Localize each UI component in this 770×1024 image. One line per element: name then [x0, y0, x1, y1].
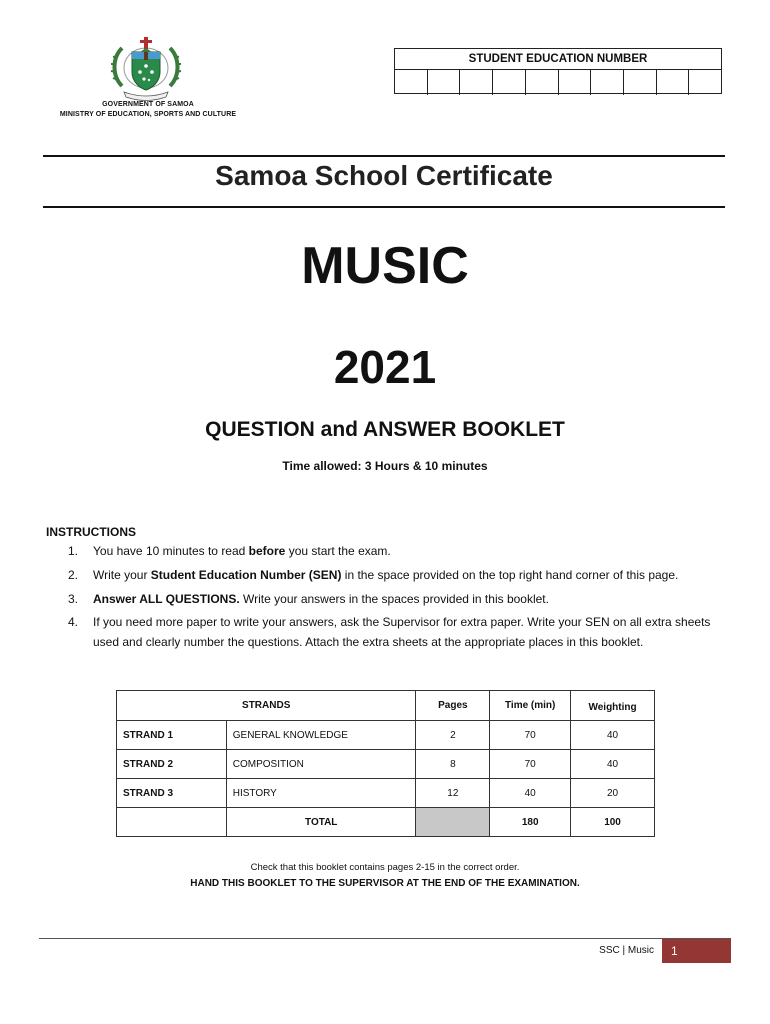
page-check-note: Check that this booklet contains pages 2-15 in the correct order.	[250, 862, 520, 873]
instructions-heading: INSTRUCTIONS	[46, 525, 136, 539]
header-weighting: Weighting	[571, 691, 655, 721]
total-label: TOTAL	[226, 808, 416, 837]
strand-weighting: 20	[571, 779, 655, 808]
instruction-text-segment: If you need more paper to write your answers, ask the Supervisor for extra paper. Write your SEN on all extra sheets used and clearly number the questions. Attach the extra sheets at the appropriate places in this booklet.	[93, 615, 711, 649]
page-number-badge: 1	[662, 939, 731, 963]
total-pages-shaded	[416, 808, 490, 837]
strand-weighting: 40	[571, 721, 655, 750]
booklet-title: QUESTION and ANSWER BOOKLET	[205, 418, 565, 441]
sen-digit-cell[interactable]	[493, 70, 526, 95]
instruction-text	[93, 565, 728, 585]
instruction-number: 3.	[68, 592, 79, 606]
header-pages: Pages	[416, 691, 490, 721]
time-allowed: Time allowed: 3 Hours & 10 minutes	[282, 459, 488, 473]
footer-rule	[39, 938, 731, 939]
footer-label: SSC | Music	[599, 945, 654, 956]
instruction-bold-text: Answer ALL QUESTIONS.	[93, 592, 240, 606]
sen-digit-cell[interactable]	[428, 70, 461, 95]
ministry-label: MINISTRY OF EDUCATION, SPORTS AND CULTURE	[59, 111, 237, 118]
government-label: GOVERNMENT OF SAMOA	[102, 101, 194, 108]
table-header-row	[117, 691, 655, 721]
instruction-text-segment: Write your answers in the spaces provided in this booklet.	[239, 592, 549, 606]
strand-weighting: 40	[571, 750, 655, 779]
instruction-text-segment: you start the exam.	[285, 544, 391, 558]
sen-digit-cell[interactable]	[460, 70, 493, 95]
title-rule-bottom	[43, 206, 725, 208]
instruction-text-segment: in the space provided on the top right hand corner of this page.	[341, 568, 679, 582]
strand-label: STRAND 2	[117, 750, 227, 779]
instruction-text	[93, 541, 728, 561]
header-time: Time (min)	[490, 691, 571, 721]
instruction-text-segment: You have 10 minutes to read	[93, 544, 249, 558]
strand-time: 70	[490, 721, 571, 750]
title-rule-top	[43, 155, 725, 157]
hand-in-note: HAND THIS BOOKLET TO THE SUPERVISOR AT THE END OF THE EXAMINATION.	[190, 878, 580, 889]
strand-name: COMPOSITION	[226, 750, 416, 779]
sen-digit-cell[interactable]	[689, 70, 721, 95]
sen-digit-cell[interactable]	[395, 70, 428, 95]
instruction-bold-text: Student Education Number (SEN)	[150, 568, 342, 582]
instruction-text	[93, 612, 728, 652]
strand-pages: 12	[416, 779, 490, 808]
instruction-item	[68, 565, 728, 585]
strand-label: STRAND 1	[117, 721, 227, 750]
sen-digit-cell[interactable]	[526, 70, 559, 95]
sen-digit-cell[interactable]	[591, 70, 624, 95]
strand-time: 70	[490, 750, 571, 779]
sen-box	[394, 48, 722, 94]
sen-title: STUDENT EDUCATION NUMBER	[395, 49, 721, 70]
strand-pages: 8	[416, 750, 490, 779]
certificate-title: Samoa School Certificate	[215, 160, 553, 191]
strand-name: GENERAL KNOWLEDGE	[226, 721, 416, 750]
table-total-row	[117, 808, 655, 837]
strand-time: 40	[490, 779, 571, 808]
instruction-text	[93, 589, 728, 609]
instruction-text-segment: Write your	[93, 568, 151, 582]
instruction-bold-text: before	[248, 544, 286, 558]
instruction-item	[68, 612, 728, 652]
table-row	[117, 779, 655, 808]
sen-digit-cell[interactable]	[657, 70, 690, 95]
sen-digit-cell[interactable]	[624, 70, 657, 95]
strand-pages: 2	[416, 721, 490, 750]
sen-cells	[395, 70, 721, 95]
strand-name: HISTORY	[226, 779, 416, 808]
strands-table	[116, 690, 655, 837]
sen-digit-cell[interactable]	[559, 70, 592, 95]
subject-title: MUSIC	[301, 237, 469, 295]
strand-label: STRAND 3	[117, 779, 227, 808]
instruction-item	[68, 589, 728, 609]
instruction-number: 1.	[68, 544, 79, 558]
total-weighting: 100	[571, 808, 655, 837]
instruction-number: 4.	[68, 615, 79, 629]
header-strands: STRANDS	[117, 691, 416, 721]
table-row	[117, 750, 655, 779]
exam-year: 2021	[333, 341, 437, 393]
total-time: 180	[490, 808, 571, 837]
total-empty-cell	[117, 808, 227, 837]
table-row	[117, 721, 655, 750]
instruction-number: 2.	[68, 568, 79, 582]
instruction-item	[68, 541, 728, 561]
samoa-coat-of-arms-icon	[108, 36, 184, 102]
